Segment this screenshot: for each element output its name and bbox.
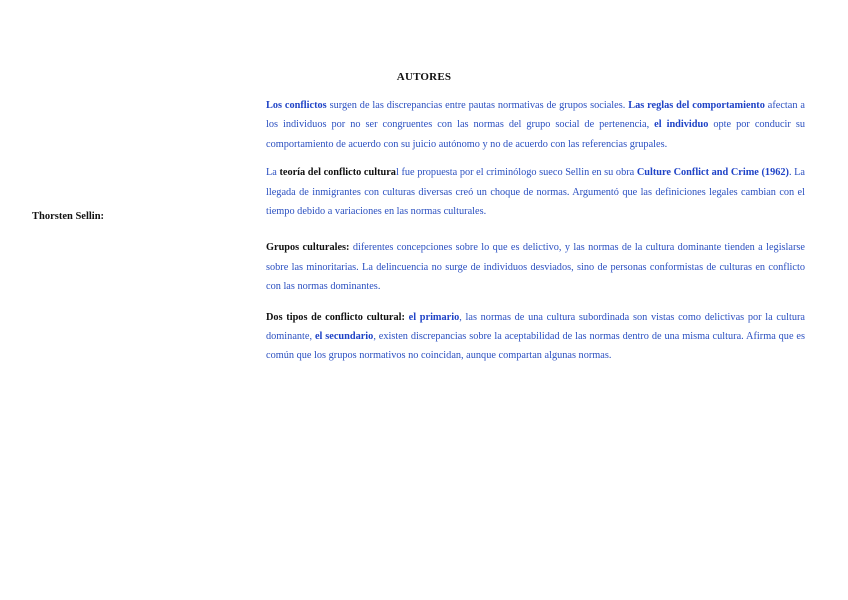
text: afectan a los individuos por no ser congruentes con las normas del grupo social de pertenencia, [266, 100, 805, 131]
text: , existen discrepancias sobre la aceptabilidad de las normas dentro de una misma cultura. Afirma que es común que los grupos normativos no coincidan, aunque compartan algunas normas. [266, 331, 805, 362]
term-secondary: el secundario [314, 331, 374, 343]
paragraph-cultural-groups [266, 238, 805, 296]
term-cultural-groups: Grupos culturales: [266, 242, 350, 254]
term-primary: el primario [408, 311, 460, 323]
term-individual: el individuo [654, 119, 709, 131]
term-conflicts: Los conflictos [266, 100, 327, 111]
paragraph-conflicts [266, 96, 805, 154]
text: . La llegada de inmigrantes con culturas diversas creó un choque de normas. Argumentó que las definiciones legales cambian con el tiempo debido a variaciones en las normas culturales. [266, 167, 805, 218]
term-behavior-rules: Las reglas del comportamiento [628, 100, 765, 111]
text: diferentes concepciones sobre lo que es delictivo, y las normas de la cultura dominante tienden a legislarse sobre las minoritarias. La delincuencia no surge de individuos desviados, sino de personas conformistas de culturas en conflicto con las normas dominantes. [266, 242, 805, 293]
text: l fue propuesta por el criminólogo sueco Sellin en su obra [395, 167, 637, 179]
term-culture-conflict-theory: teoría del conflicto cultura [279, 167, 396, 179]
text: , las normas de una cultura subordinada son vistas como delictivas por la cultura dominante, [266, 311, 805, 343]
author-name: Thorsten Sellin: [32, 211, 105, 222]
book-title: Culture Conflict and Crime (1962) [636, 167, 789, 179]
text: opte por conducir su comportamiento de acuerdo con su juicio autónomo y no de acuerdo con las referencias grupales. [266, 119, 805, 150]
paragraph-theory [266, 163, 805, 221]
text: La [266, 167, 280, 179]
term-conflict-types: Dos tipos de conflicto cultural: [266, 311, 405, 323]
paragraph-conflict-types [266, 308, 805, 366]
page-title: AUTORES [396, 71, 452, 83]
text: surgen de las discrepancias entre pautas normativas de grupos sociales. [326, 100, 629, 111]
main-content [266, 96, 805, 366]
